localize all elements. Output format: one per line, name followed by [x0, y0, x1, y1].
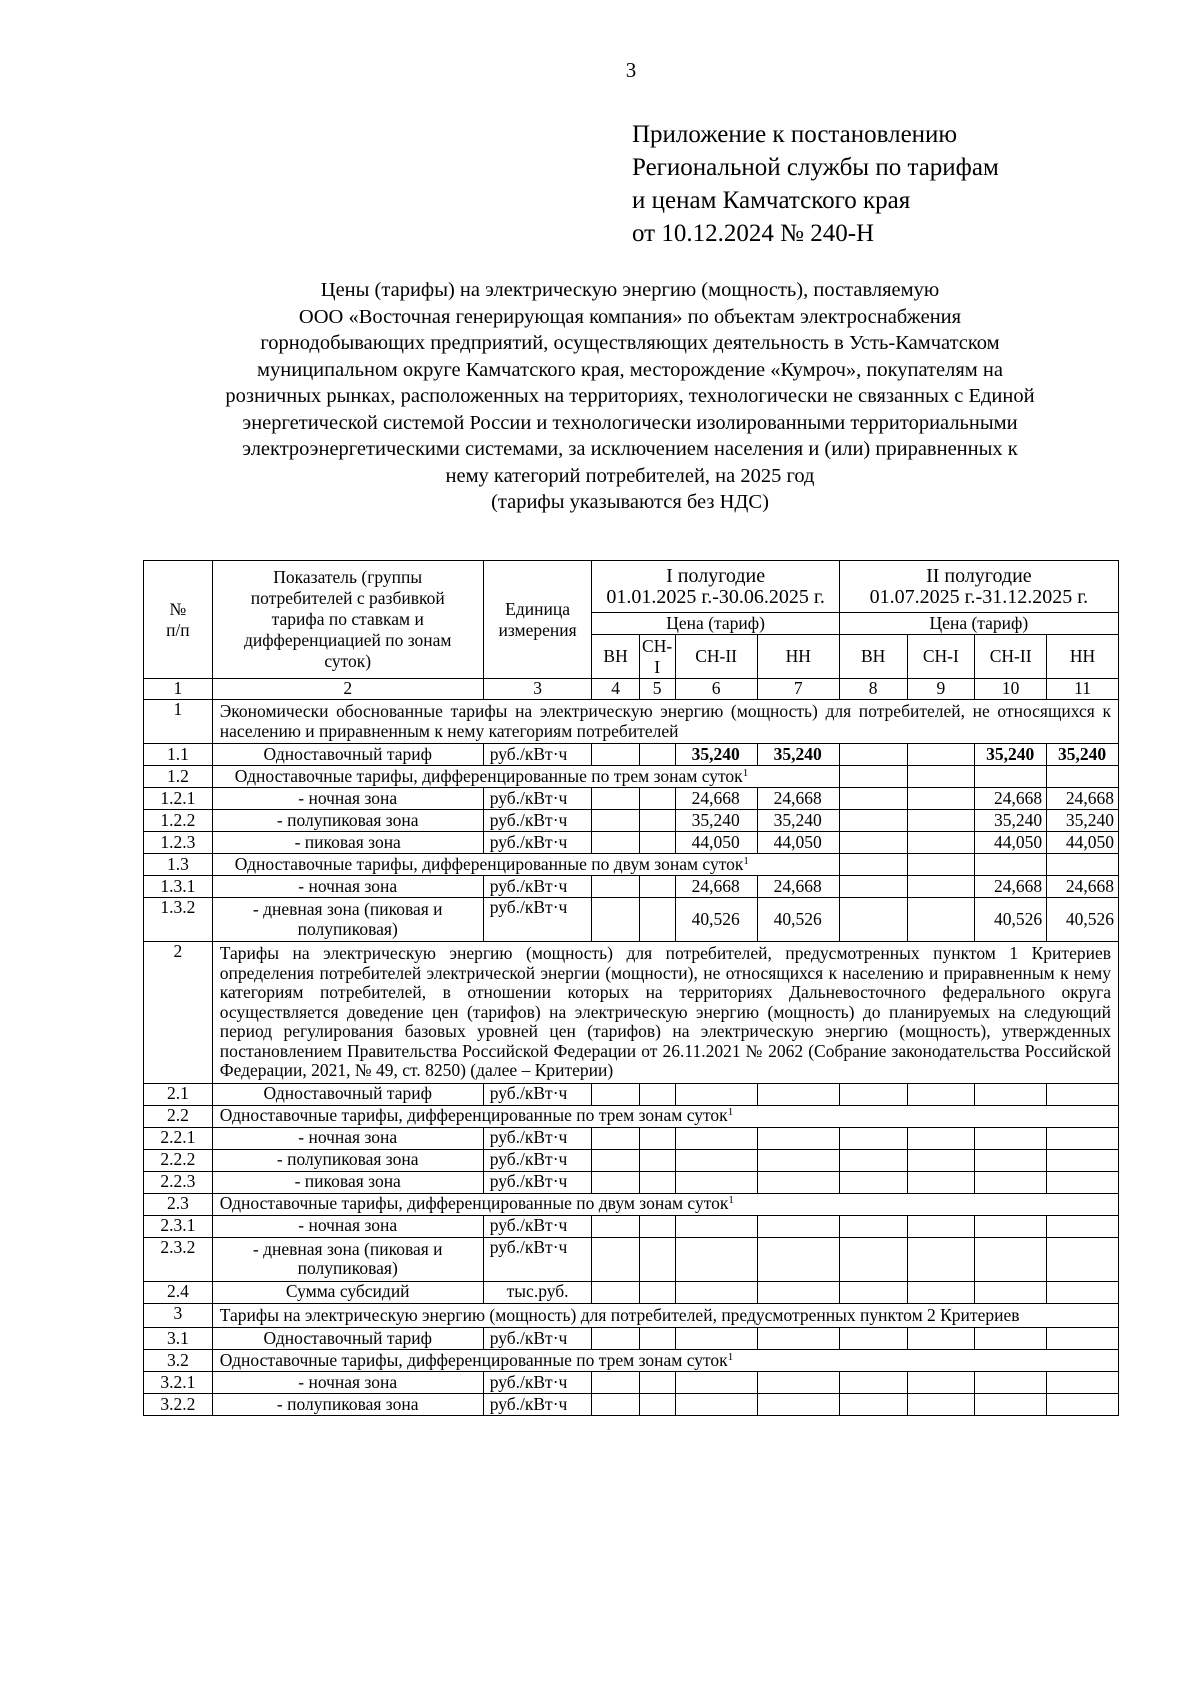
- row-label: Одноставочные тарифы, дифференцированные по двум зонам суток$^1$: [212, 854, 839, 876]
- empty-cell: [839, 810, 907, 832]
- table-row: [144, 1171, 1119, 1193]
- appendix-line: Региональной службы по тарифам: [632, 154, 999, 181]
- col-number: 7: [757, 679, 839, 700]
- empty-cell: [592, 788, 639, 810]
- empty-cell: [639, 810, 675, 832]
- empty-cell: [592, 810, 639, 832]
- header-price-1: Цена (тариф): [592, 613, 839, 635]
- tariff-value: 40,526: [675, 898, 757, 942]
- document-title: [120, 277, 1140, 516]
- row-unit: тыс.руб.: [483, 1281, 592, 1303]
- table-row: [144, 788, 1119, 810]
- table-row: [144, 898, 1119, 942]
- tariff-value: 35,240: [757, 744, 839, 766]
- row-num: 2: [144, 942, 213, 1084]
- title-line: розничных рынках, расположенных на территориях, технологически не связанных с Единой: [225, 385, 1035, 407]
- row-label: Одноставочные тарифы, дифференцированные по трем зонам суток$^1$: [212, 1105, 1118, 1127]
- title-line: муниципальном округе Камчатского края, месторождение «Кумроч», покупателям на: [257, 358, 1003, 381]
- table-row: [144, 1281, 1119, 1303]
- row-num: 3.1: [144, 1328, 213, 1350]
- row-unit: руб./кВт·ч: [483, 744, 592, 766]
- header-half-2: II полугодие 01.07.2025 г.-31.12.2025 г.: [839, 561, 1118, 613]
- empty-cell: [907, 810, 975, 832]
- row-num: 3.2.1: [144, 1372, 213, 1394]
- table-row: [144, 1350, 1119, 1372]
- title-line: энергетической системой России и технологически изолированными территориальными: [242, 411, 1018, 434]
- row-label: - полупиковая зона: [212, 1149, 483, 1171]
- empty-cell: [592, 898, 639, 942]
- row-label: - пиковая зона: [212, 832, 483, 854]
- header-num: № п/п: [144, 561, 213, 679]
- section-row: [144, 942, 1119, 1084]
- empty-cell: [592, 876, 639, 898]
- empty-cell: [1047, 766, 1119, 788]
- row-num: 1.2.2: [144, 810, 213, 832]
- row-label: Одноставочный тариф: [212, 1083, 483, 1105]
- row-label: Одноставочные тарифы, дифференцированные по трем зонам суток$^1$: [212, 1350, 1118, 1372]
- col-number: 3: [483, 679, 592, 700]
- row-label: - ночная зона: [212, 1127, 483, 1149]
- row-unit: руб./кВт·ч: [483, 1215, 592, 1237]
- row-unit: руб./кВт·ч: [483, 1127, 592, 1149]
- row-label: Одноставочный тариф: [212, 744, 483, 766]
- tariff-value: 24,668: [1047, 876, 1119, 898]
- empty-cell: [975, 854, 1047, 876]
- row-num: 1.2: [144, 766, 213, 788]
- table-row: [144, 1149, 1119, 1171]
- empty-cell: [839, 744, 907, 766]
- row-unit: руб./кВт·ч: [483, 788, 592, 810]
- row-unit: руб./кВт·ч: [483, 1237, 592, 1281]
- title-line: ООО «Восточная генерирующая компания» по объектам электроснабжения: [298, 305, 962, 328]
- row-label: - дневная зона (пиковая и полупиковая): [212, 898, 483, 942]
- tariff-value: 24,668: [975, 788, 1047, 810]
- row-num: 2.3.1: [144, 1215, 213, 1237]
- level-sn1-1: СН- I: [639, 635, 675, 679]
- row-unit: руб./кВт·ч: [483, 1149, 592, 1171]
- row-num: 1.3: [144, 854, 213, 876]
- appendix-line: и ценам Камчатского края: [632, 187, 911, 214]
- empty-cell: [839, 854, 907, 876]
- level-vn-2: ВН: [839, 635, 907, 679]
- row-num: 1.2.3: [144, 832, 213, 854]
- empty-cell: [907, 744, 975, 766]
- row-label: - дневная зона (пиковая и полупиковая): [212, 1237, 483, 1281]
- row-label: Сумма субсидий: [212, 1281, 483, 1303]
- header-unit: Единица измерения: [483, 561, 592, 679]
- row-num: 1.3.2: [144, 898, 213, 942]
- row-label: - пиковая зона: [212, 1171, 483, 1193]
- empty-cell: [839, 766, 907, 788]
- table-row: [144, 744, 1119, 766]
- empty-cell: [1047, 854, 1119, 876]
- table-row: [144, 1193, 1119, 1215]
- row-num: 2.3: [144, 1193, 213, 1215]
- row-label: Одноставочный тариф: [212, 1328, 483, 1350]
- table-row: [144, 1105, 1119, 1127]
- empty-cell: [592, 744, 639, 766]
- column-numbers-row: [144, 679, 1119, 700]
- table-row: [144, 766, 1119, 788]
- tariff-value: 24,668: [1047, 788, 1119, 810]
- section-text: Экономически обоснованные тарифы на электрическую энергию (мощность) для потребителей, не относящихся к населению и приравненным к нему категориям потребителей: [212, 700, 1118, 744]
- table-row: [144, 1372, 1119, 1394]
- tariff-value: 35,240: [1047, 810, 1119, 832]
- row-label: - полупиковая зона: [212, 810, 483, 832]
- page-number: 3: [625, 58, 637, 82]
- tariff-value: 40,526: [975, 898, 1047, 942]
- empty-cell: [975, 766, 1047, 788]
- level-sn2-1: СН-II: [675, 635, 757, 679]
- tariff-value: 44,050: [675, 832, 757, 854]
- level-sn1-2: СН-I: [907, 635, 975, 679]
- tariff-value: 40,526: [757, 898, 839, 942]
- empty-cell: [907, 898, 975, 942]
- tariff-value: 35,240: [675, 810, 757, 832]
- empty-cell: [639, 744, 675, 766]
- title-line: горнодобывающих предприятий, осуществляющих деятельность в Усть-Камчатском: [260, 332, 1000, 354]
- row-num: 2.4: [144, 1281, 213, 1303]
- empty-cell: [839, 832, 907, 854]
- row-unit: руб./кВт·ч: [483, 876, 592, 898]
- col-number: 5: [639, 679, 675, 700]
- appendix-line: Приложение к постановлению: [632, 121, 958, 148]
- row-num: 1.2.1: [144, 788, 213, 810]
- table-row: [144, 1215, 1119, 1237]
- tariff-value: 35,240: [757, 810, 839, 832]
- col-number: 8: [839, 679, 907, 700]
- header-price-2: Цена (тариф): [839, 613, 1118, 635]
- table-row: [144, 832, 1119, 854]
- tariff-value: 24,668: [975, 876, 1047, 898]
- empty-cell: [839, 788, 907, 810]
- section-row: [144, 700, 1119, 744]
- empty-cell: [592, 832, 639, 854]
- table-row: [144, 810, 1119, 832]
- row-unit: руб./кВт·ч: [483, 1328, 592, 1350]
- empty-cell: [639, 832, 675, 854]
- row-unit: руб./кВт·ч: [483, 898, 592, 942]
- tariff-value: 35,240: [675, 744, 757, 766]
- row-unit: руб./кВт·ч: [483, 1372, 592, 1394]
- empty-cell: [907, 788, 975, 810]
- row-num: 2.3.2: [144, 1237, 213, 1281]
- tariff-value: 24,668: [675, 788, 757, 810]
- row-num: 3.2: [144, 1350, 213, 1372]
- col-number: 2: [212, 679, 483, 700]
- row-unit: руб./кВт·ч: [483, 832, 592, 854]
- tariff-table: [143, 560, 1119, 1416]
- col-number: 11: [1047, 679, 1119, 700]
- table-row: [144, 1237, 1119, 1281]
- table-row: [144, 1328, 1119, 1350]
- row-label: Одноставочные тарифы, дифференцированные по трем зонам суток$^1$: [212, 766, 839, 788]
- empty-cell: [639, 876, 675, 898]
- empty-cell: [639, 898, 675, 942]
- row-label: Одноставочные тарифы, дифференцированные по двум зонам суток$^1$: [212, 1193, 1118, 1215]
- col-number: 9: [907, 679, 975, 700]
- row-num: 1.1: [144, 744, 213, 766]
- empty-cell: [839, 876, 907, 898]
- table-row: [144, 854, 1119, 876]
- empty-cell: [639, 788, 675, 810]
- row-num: 2.1: [144, 1083, 213, 1105]
- row-num: 2.2.3: [144, 1171, 213, 1193]
- row-num: 1: [144, 700, 213, 744]
- row-unit: руб./кВт·ч: [483, 1171, 592, 1193]
- tariff-value: 35,240: [1047, 744, 1119, 766]
- appendix-header: [632, 118, 1152, 250]
- row-label: - полупиковая зона: [212, 1394, 483, 1416]
- tariff-value: 24,668: [757, 788, 839, 810]
- level-sn2-2: СН-II: [975, 635, 1047, 679]
- row-label: - ночная зона: [212, 788, 483, 810]
- tariff-value: 40,526: [1047, 898, 1119, 942]
- tariff-value: 44,050: [975, 832, 1047, 854]
- row-unit: руб./кВт·ч: [483, 1083, 592, 1105]
- row-label: - ночная зона: [212, 1215, 483, 1237]
- col-number: 1: [144, 679, 213, 700]
- title-line: электроэнергетическими системами, за исключением населения и (или) приравненных к: [242, 438, 1018, 460]
- title-line: Цены (тарифы) на электрическую энергию (мощность), поставляемую: [320, 279, 940, 301]
- col-number: 6: [675, 679, 757, 700]
- empty-cell: [907, 876, 975, 898]
- tariff-value: 44,050: [1047, 832, 1119, 854]
- title-line: нему категорий потребителей, на 2025 год: [445, 464, 815, 487]
- table-row: [144, 876, 1119, 898]
- header-indicator: Показатель (группы потребителей с разбивкой тарифа по ставкам и дифференциацией по зонам суток): [212, 561, 483, 679]
- table-row: [144, 1127, 1119, 1149]
- row-num: 2.2: [144, 1105, 213, 1127]
- tariff-value: 24,668: [757, 876, 839, 898]
- title-note: (тарифы указываются без НДС): [491, 491, 769, 513]
- empty-cell: [839, 898, 907, 942]
- level-nn-1: НН: [757, 635, 839, 679]
- appendix-line: от 10.12.2024 № 240-Н: [632, 220, 875, 247]
- section-text: Тарифы на электрическую энергию (мощность) для потребителей, предусмотренных пунктом 2 Критериев: [212, 1303, 1118, 1328]
- col-number: 4: [592, 679, 639, 700]
- row-num: 2.2.2: [144, 1149, 213, 1171]
- empty-cell: [907, 854, 975, 876]
- header-half-1: I полугодие 01.01.2025 г.-30.06.2025 г.: [592, 561, 839, 613]
- row-num: 3: [144, 1303, 213, 1328]
- table-row: [144, 1394, 1119, 1416]
- section-text: Тарифы на электрическую энергию (мощность) для потребителей, предусмотренных пунктом 1 Критериев определения потребителей электрической энергии (мощности), не относящихся к населению и приравненным к нему категориям потребителей, в отношении которых на территориях Дальневосточного федерального округа осуществляется доведение цен (тарифов) на электрическую энергию (мощность) до планируемых на следующий период регулирования базовых уровней цен (тарифов) на электрическую энергию (мощность), утвержденных постановлением Правительства Российской Федерации от 26.11.2021 № 2062 (Собрание законодательства Российской Федерации, 2021, № 49, ст. 8250) (далее – Критерии): [212, 942, 1118, 1084]
- empty-cell: [907, 832, 975, 854]
- row-label: - ночная зона: [212, 876, 483, 898]
- tariff-value: 44,050: [757, 832, 839, 854]
- table-row: [144, 1083, 1119, 1105]
- col-number: 10: [975, 679, 1047, 700]
- tariff-value: 35,240: [975, 810, 1047, 832]
- row-label: - ночная зона: [212, 1372, 483, 1394]
- row-unit: руб./кВт·ч: [483, 1394, 592, 1416]
- row-num: 3.2.2: [144, 1394, 213, 1416]
- section-row: [144, 1303, 1119, 1328]
- row-num: 2.2.1: [144, 1127, 213, 1149]
- tariff-value: 35,240: [975, 744, 1047, 766]
- tariff-value: 24,668: [675, 876, 757, 898]
- row-num: 1.3.1: [144, 876, 213, 898]
- level-vn-1: ВН: [592, 635, 639, 679]
- level-nn-2: НН: [1047, 635, 1119, 679]
- row-unit: руб./кВт·ч: [483, 810, 592, 832]
- empty-cell: [907, 766, 975, 788]
